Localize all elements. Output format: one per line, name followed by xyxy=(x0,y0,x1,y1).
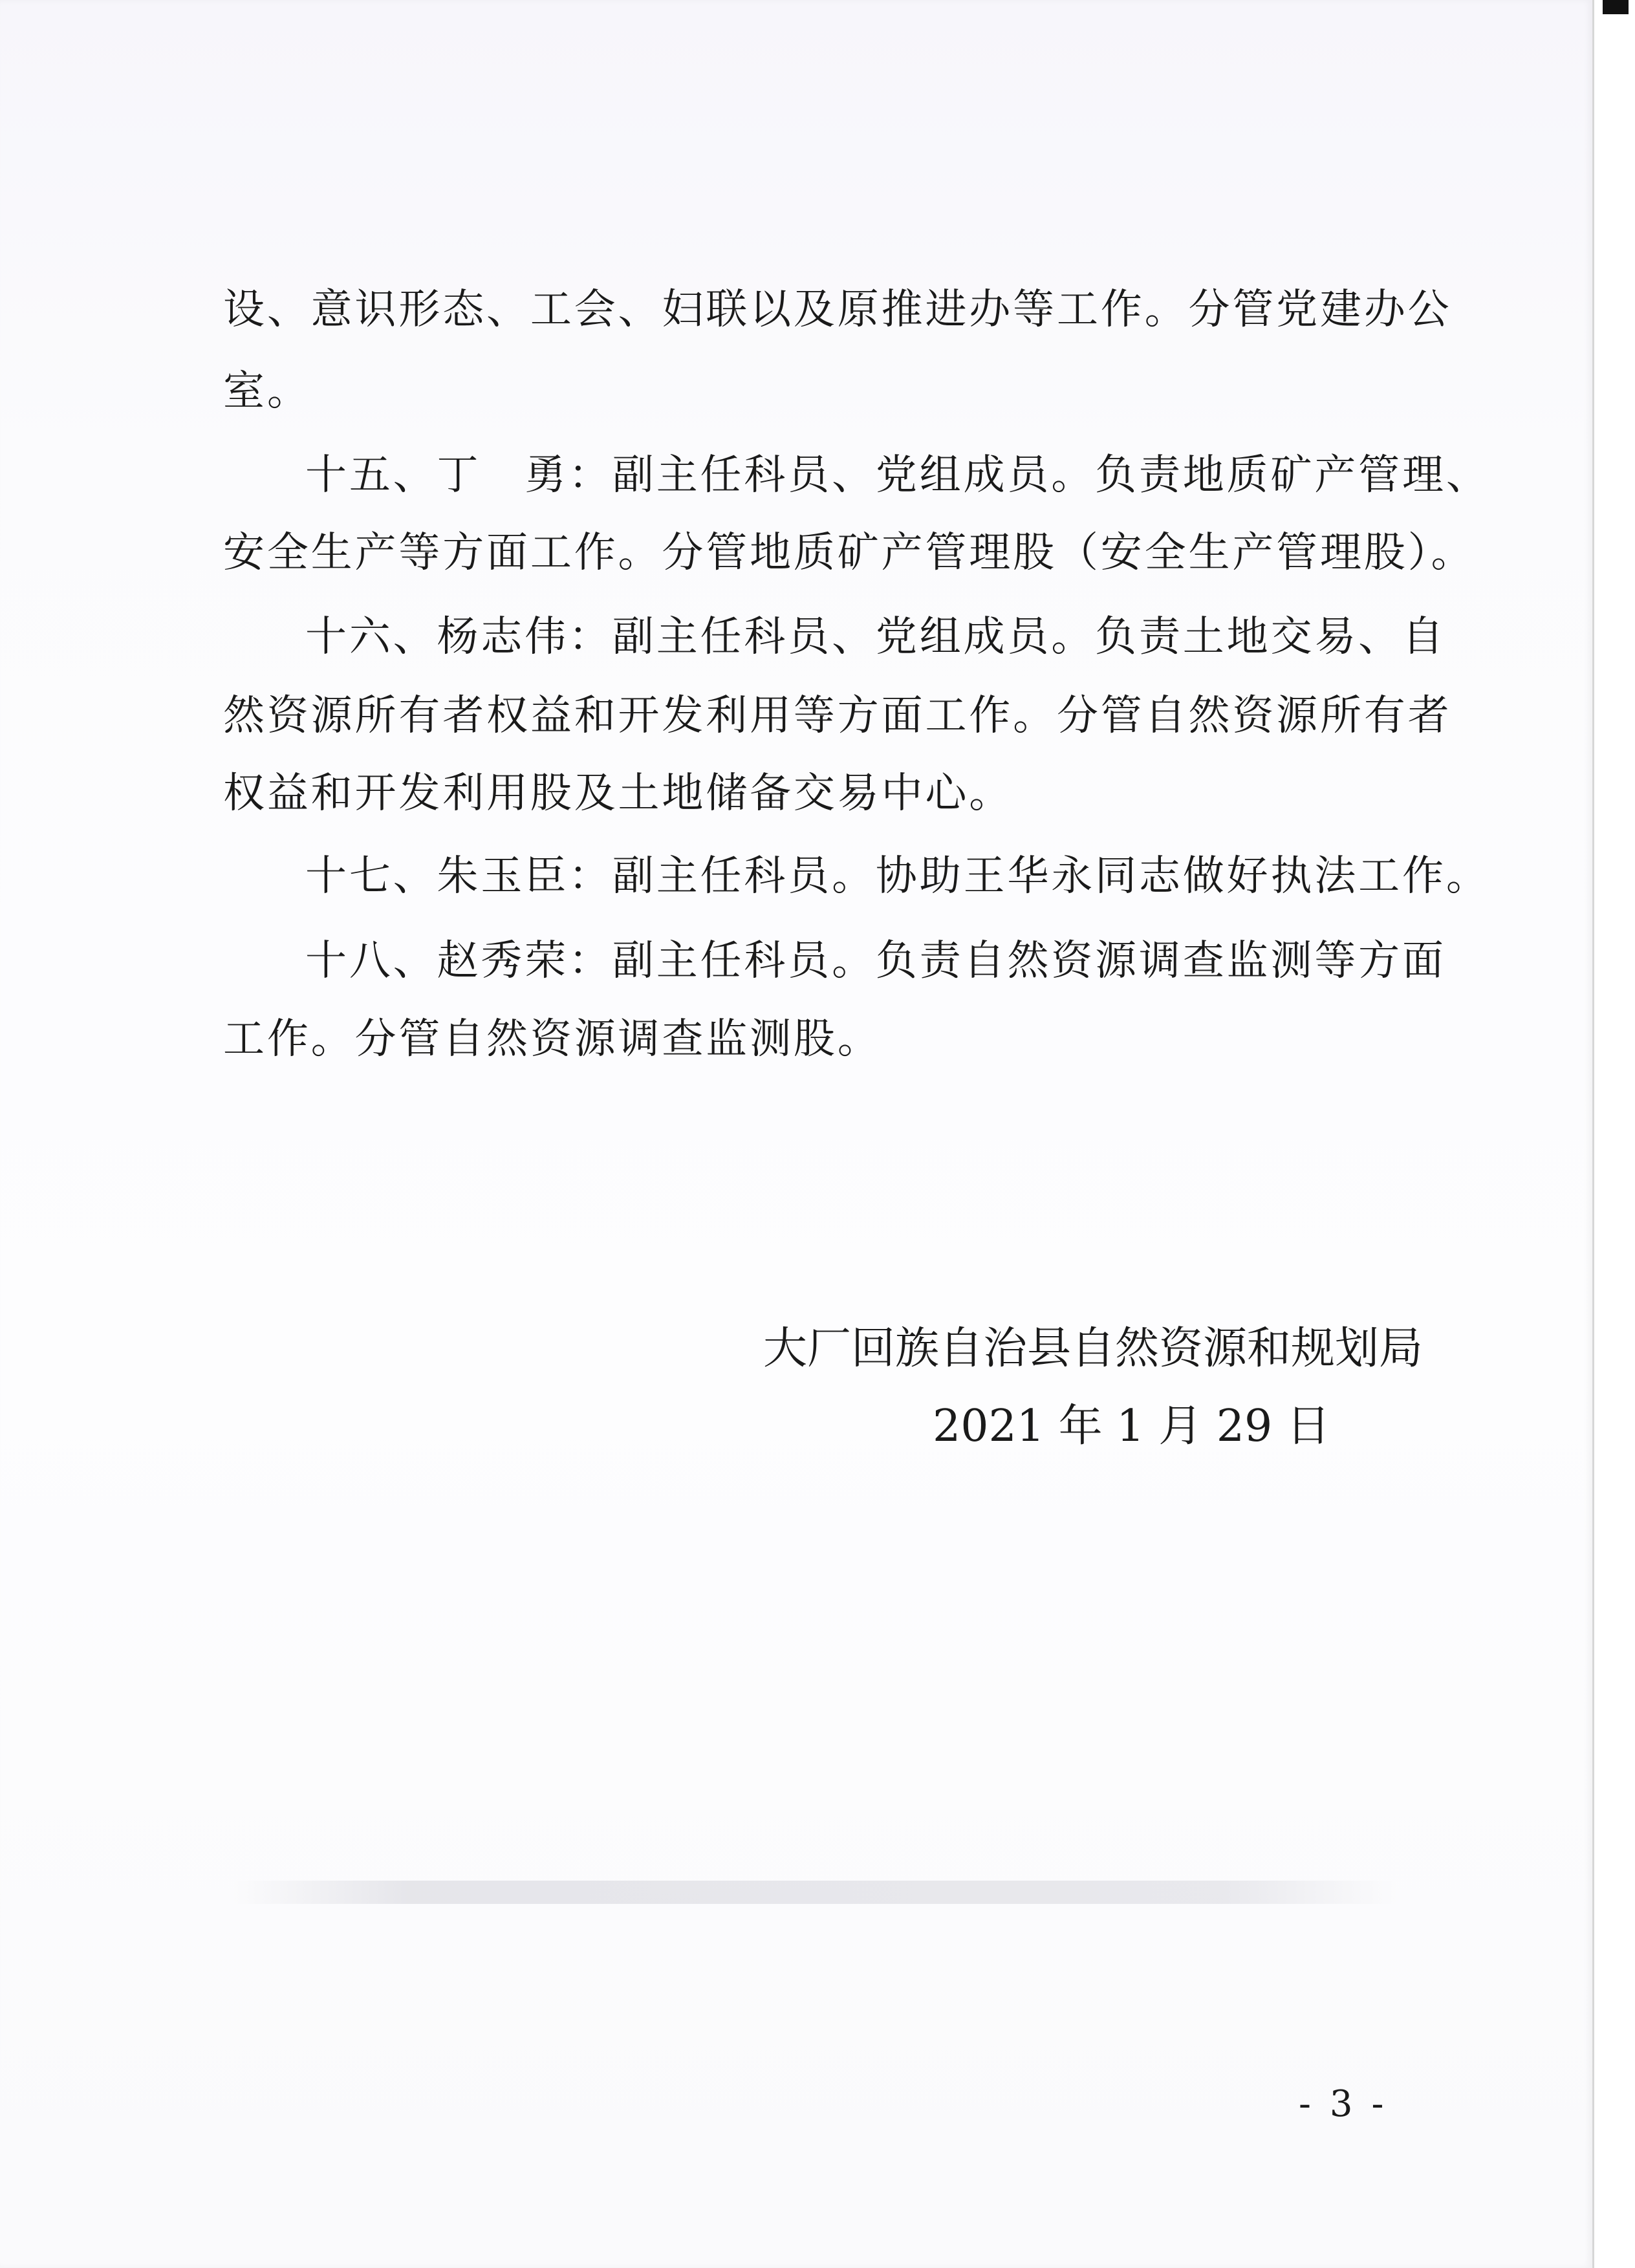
corner-mark xyxy=(1603,0,1629,14)
paragraph-line: 然资源所有者权益和开发利用等方面工作。分管自然资源所有者 xyxy=(223,692,1452,740)
issuing-organization: 大厂回族自治县自然资源和规划局 xyxy=(763,1323,1424,1374)
issue-date: 2021 年 1 月 29 日 xyxy=(933,1401,1330,1452)
scan-edge xyxy=(1592,0,1635,2268)
paragraph-line: 工作。分管自然资源调查监测股。 xyxy=(223,1015,882,1063)
paragraph-line: 安全生产等方面工作。分管地质矿产管理股（安全生产管理股）。 xyxy=(223,529,1475,577)
paragraph-line: 权益和开发利用股及土地储备交易中心。 xyxy=(223,770,1013,817)
show-through-mark xyxy=(233,1881,1397,1904)
paragraph-line: 室。 xyxy=(223,367,311,415)
paragraph-line: 十八、赵秀荣：副主任科员。负责自然资源调查监测等方面 xyxy=(305,937,1446,985)
paragraph-line: 十七、朱玉臣：副主任科员。协助王华永同志做好执法工作。 xyxy=(305,852,1490,900)
page-number: - 3 - xyxy=(1299,2083,1388,2125)
paragraph-line: 十五、丁 勇：副主任科员、党组成员。负责地质矿产管理、 xyxy=(305,451,1490,499)
paragraph-line: 十六、杨志伟：副主任科员、党组成员。负责土地交易、自 xyxy=(305,613,1446,661)
paragraph-line: 设、意识形态、工会、妇联以及原推进办等工作。分管党建办公 xyxy=(223,286,1452,334)
